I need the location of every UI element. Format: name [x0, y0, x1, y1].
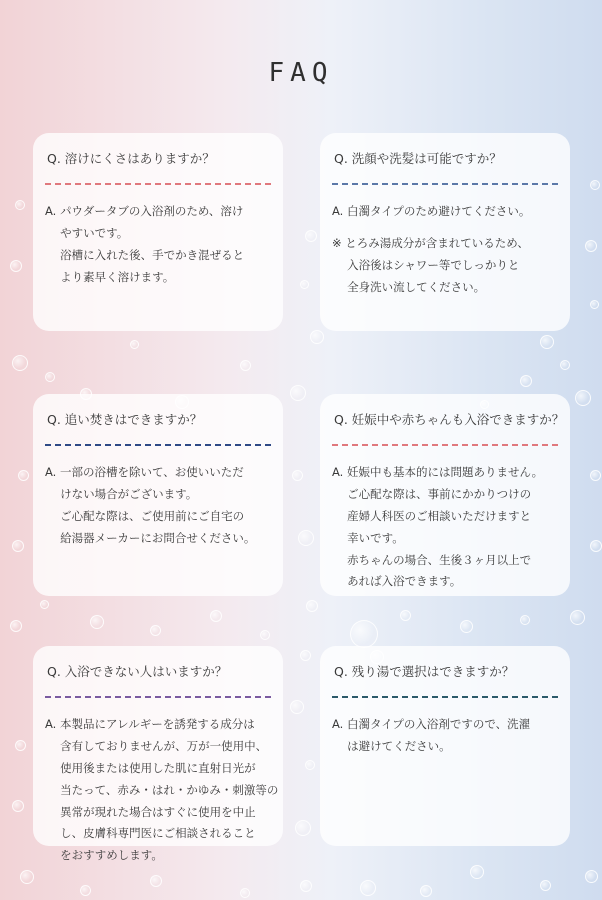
faq-answer-line: 全身洗い流してください。 — [332, 279, 486, 294]
faq-question: Q. 追い焚きはできますか？ — [47, 412, 203, 427]
bubble-decoration — [90, 615, 104, 629]
bubble-decoration — [520, 375, 532, 387]
faq-divider — [332, 444, 558, 446]
page-title: FAQ — [268, 58, 334, 88]
bubble-decoration — [240, 360, 251, 371]
faq-question: Q. 洗顔や洗髪は可能ですか？ — [334, 151, 502, 166]
bubble-decoration — [300, 880, 312, 892]
bubble-decoration — [350, 620, 378, 648]
faq-divider — [332, 183, 558, 185]
bubble-decoration — [150, 875, 162, 887]
bubble-decoration — [45, 372, 55, 382]
bubble-decoration — [400, 610, 411, 621]
bubble-decoration — [150, 625, 161, 636]
bubble-decoration — [305, 230, 317, 242]
faq-answer-line: A. 白濁タイプの入浴剤ですので、洗濯 — [332, 717, 531, 732]
bubble-decoration — [295, 820, 311, 836]
bubble-decoration — [292, 470, 303, 481]
faq-question: Q. 残り湯で選択はできますか？ — [334, 664, 515, 679]
bubble-decoration — [12, 540, 24, 552]
faq-answer-line: けない場合がございます。 — [45, 487, 198, 502]
faq-answer-line: より素早く溶けます。 — [45, 269, 175, 284]
faq-answer-line: 入浴後はシャワー等でしっかりと — [332, 257, 520, 272]
faq-answer-line: 赤ちゃんの場合、生後３ヶ月以上で — [332, 552, 532, 567]
faq-answer-line: ご心配な際は、事前にかかりつけの — [332, 487, 532, 502]
bubble-decoration — [560, 360, 570, 370]
bubble-decoration — [300, 650, 311, 661]
bubble-decoration — [130, 340, 139, 349]
faq-answer-line: A. 妊娠中も基本的には問題ありません。 — [332, 465, 544, 480]
faq-answer-line: 当たって、赤み・はれ・かゆみ・刺激等の — [45, 782, 279, 797]
faq-card — [320, 394, 570, 596]
bubble-decoration — [310, 330, 324, 344]
bubble-decoration — [18, 470, 29, 481]
bubble-decoration — [12, 355, 28, 371]
bubble-decoration — [240, 888, 250, 898]
faq-answer-line: あれば入浴できます。 — [332, 574, 462, 589]
faq-answer — [332, 462, 558, 593]
faq-answer-line: 異常が現れた場合はすぐに使用を中止 — [45, 804, 256, 819]
bubble-decoration — [300, 280, 309, 289]
bubble-decoration — [575, 390, 591, 406]
faq-divider — [45, 444, 271, 446]
faq-answer-line: ※ とろみ湯成分が含まれているため、 — [332, 236, 529, 251]
bubble-decoration — [585, 870, 598, 883]
faq-answer-line: やすいです。 — [45, 226, 129, 241]
bubble-decoration — [305, 760, 315, 770]
bubble-decoration — [260, 630, 270, 640]
faq-question: Q. 妊娠中や赤ちゃんも入浴できますか？ — [334, 412, 565, 427]
bubble-decoration — [15, 740, 26, 751]
bubble-decoration — [540, 335, 554, 349]
faq-question: Q. 入浴できない人はいますか？ — [47, 664, 228, 679]
faq-divider — [332, 696, 558, 698]
bubble-decoration — [420, 885, 432, 897]
faq-divider — [45, 183, 271, 185]
bubble-decoration — [470, 865, 484, 879]
faq-answer-line: A. 白濁タイプのため避けてください。 — [332, 204, 531, 219]
faq-card — [33, 646, 283, 863]
bubble-decoration — [460, 620, 473, 633]
bubble-decoration — [520, 615, 530, 625]
faq-question: Q. 溶けにくさはありますか？ — [47, 151, 215, 166]
bubble-decoration — [570, 610, 585, 625]
bubble-decoration — [290, 385, 306, 401]
bubble-decoration — [590, 540, 602, 552]
faq-card — [320, 133, 570, 331]
bubble-decoration — [298, 530, 314, 546]
faq-answer — [332, 714, 558, 758]
bubble-decoration — [20, 870, 34, 884]
bubble-decoration — [290, 700, 304, 714]
faq-answer — [45, 201, 271, 288]
faq-answer-line: は避けてください。 — [332, 739, 451, 754]
bubble-decoration — [540, 880, 551, 891]
faq-answer-line — [332, 223, 558, 233]
faq-answer — [332, 201, 558, 298]
bubble-decoration — [80, 885, 91, 896]
faq-answer-line: 使用後または使用した肌に直射日光が — [45, 760, 256, 775]
faq-answer-line: ご心配な際は、ご使用前にご自宅の — [45, 508, 245, 523]
bubble-decoration — [15, 200, 25, 210]
faq-answer-line: し、皮膚科専門医にご相談されること — [45, 826, 256, 841]
faq-card — [33, 133, 283, 331]
faq-divider — [45, 696, 271, 698]
bubble-decoration — [40, 600, 49, 609]
bubble-decoration — [585, 240, 597, 252]
faq-answer-line: 給湯器メーカーにお問合せください。 — [45, 530, 256, 545]
bubble-decoration — [590, 470, 601, 481]
faq-answer-line: 産婦人科医のご相談いただけますと — [332, 508, 532, 523]
bubble-decoration — [360, 880, 376, 896]
bubble-decoration — [590, 180, 600, 190]
faq-answer-line: 浴槽に入れた後、手でかき混ぜると — [45, 247, 245, 262]
bubble-decoration — [10, 620, 22, 632]
bubble-decoration — [12, 800, 24, 812]
faq-answer — [45, 462, 271, 549]
faq-answer-line: 幸いです。 — [332, 530, 404, 545]
faq-card — [320, 646, 570, 846]
faq-answer-line: 含有しておりませんが、万が一使用中、 — [45, 739, 268, 754]
faq-answer — [45, 714, 279, 867]
faq-answer-line: A. パウダータブの入浴剤のため、溶け — [45, 204, 244, 219]
bubble-decoration — [306, 600, 318, 612]
faq-answer-line: A. 本製品にアレルギーを誘発する成分は — [45, 717, 255, 732]
faq-answer-line: をおすすめします。 — [45, 848, 163, 863]
bubble-decoration — [590, 300, 599, 309]
faq-card — [33, 394, 283, 596]
bubble-decoration — [10, 260, 22, 272]
faq-answer-line: A. 一部の浴槽を除いて、お使いいただ — [45, 465, 244, 480]
bubble-decoration — [210, 610, 222, 622]
